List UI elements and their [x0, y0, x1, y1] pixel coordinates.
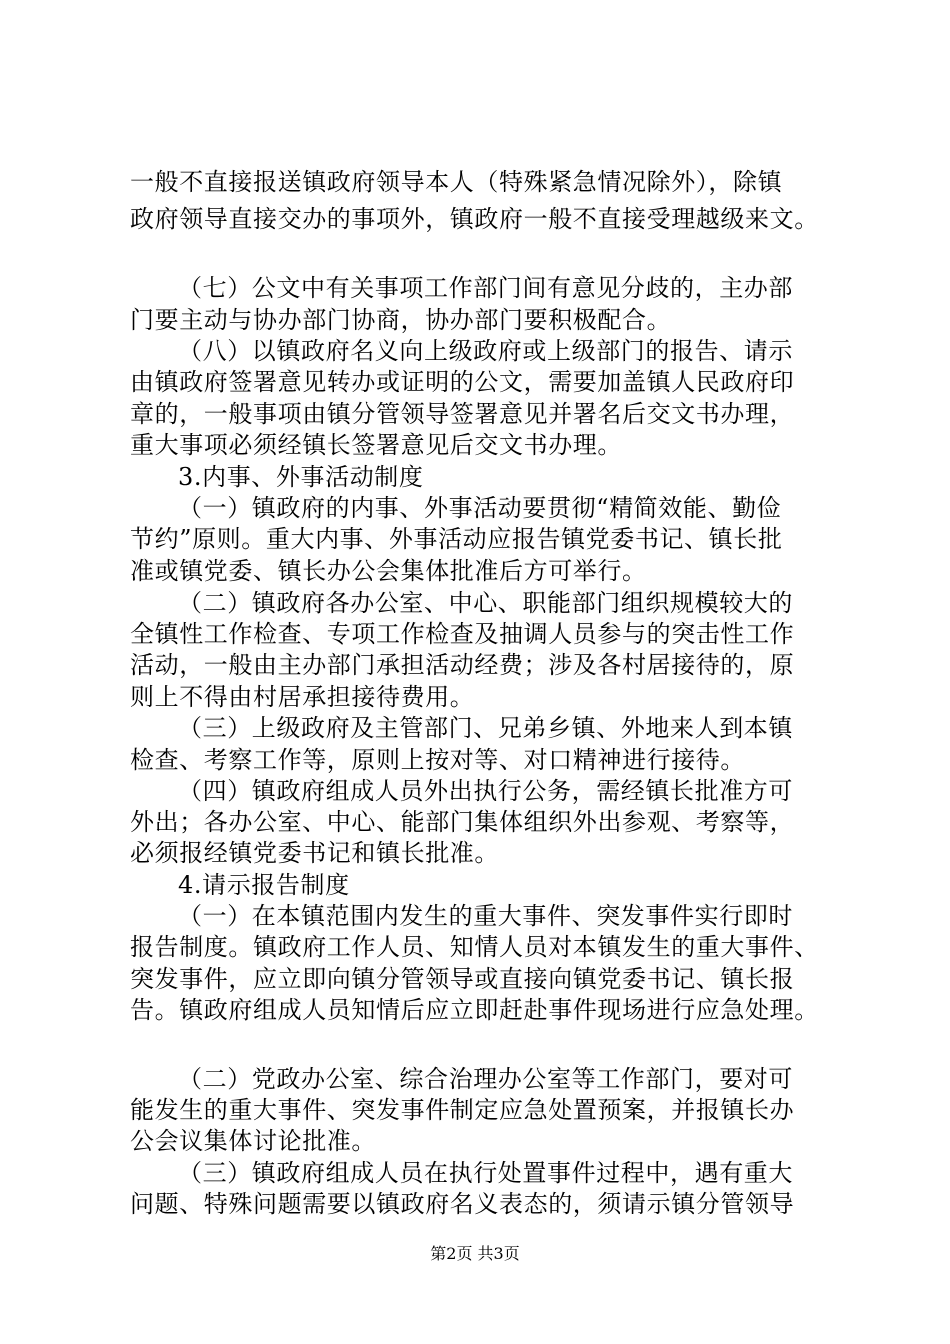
paragraph-line: 公会议集体讨论批准。 [130, 1127, 376, 1155]
paragraph-line: 问题、特殊问题需要以镇政府名义表态的，须请示镇分管领导 [130, 1190, 795, 1218]
paragraph-line: 由镇政府签署意见转办或证明的公文，需要加盖镇人民政府印 [130, 368, 795, 396]
paragraph-line: 节约”原则。重大内事、外事活动应报告镇党委书记、镇长批 [130, 525, 783, 553]
paragraph-line: 检查、考察工作等，原则上按对等、对口精神进行接待。 [130, 746, 745, 774]
paragraph-line: （二）党政办公室、综合治理办公室等工作部门，要对可 [178, 1065, 793, 1093]
paragraph-line: （四）镇政府组成人员外出执行公务，需经镇长批准方可 [178, 777, 793, 805]
paragraph-line: （一）在本镇范围内发生的重大事件、突发事件实行即时 [178, 902, 793, 930]
paragraph-line: 准或镇党委、镇长办公会集体批准后方可举行。 [130, 557, 647, 585]
paragraph-line: 3.内事、外事活动制度 [178, 463, 424, 491]
paragraph-line: 外出；各办公室、中心、能部门集体组织外出参观、考察等， [130, 808, 795, 836]
paragraph-line: 政府领导直接交办的事项外，镇政府一般不直接受理越级来文。 [130, 205, 819, 233]
paragraph-line: 告。镇政府组成人员知情后应立即赶赴事件现场进行应急处理。 [130, 996, 819, 1024]
paragraph-line: （一）镇政府的内事、外事活动要贯彻“精简效能、勤俭 [178, 494, 782, 522]
paragraph-line: 则上不得由村居承担接待费用。 [130, 683, 475, 711]
paragraph-line: 全镇性工作检查、专项工作检查及抽调人员参与的突击性工作 [130, 620, 795, 648]
paragraph-line: 4.请示报告制度 [178, 871, 350, 899]
paragraph-line: 能发生的重大事件、突发事件制定应急处置预案，并报镇长办 [130, 1096, 795, 1124]
paragraph-line: 报告制度。镇政府工作人员、知情人员对本镇发生的重大事件、 [130, 933, 819, 961]
page-footer: 第2页 共3页 [430, 1244, 520, 1263]
paragraph-line: （三）上级政府及主管部门、兄弟乡镇、外地来人到本镇 [178, 714, 793, 742]
paragraph-line: 必须报经镇党委书记和镇长批准。 [130, 839, 499, 867]
paragraph-line: 活动，一般由主办部门承担活动经费；涉及各村居接待的，原 [130, 651, 795, 679]
paragraph-line: （二）镇政府各办公室、中心、职能部门组织规模较大的 [178, 589, 793, 617]
paragraph-line: 重大事项必须经镇长签署意见后交文书办理。 [130, 431, 622, 459]
paragraph-line: （三）镇政府组成人员在执行处置事件过程中，遇有重大 [178, 1159, 793, 1187]
paragraph-line: 突发事件，应立即向镇分管领导或直接向镇党委书记、镇长报 [130, 965, 795, 993]
paragraph-line: 一般不直接报送镇政府领导本人（特殊紧急情况除外），除镇 [130, 168, 783, 196]
paragraph-line: 章的，一般事项由镇分管领导签署意见并署名后交文书办理， [130, 400, 795, 428]
paragraph-line: （八）以镇政府名义向上级政府或上级部门的报告、请示 [178, 337, 793, 365]
paragraph-line: 门要主动与协办部门协商，协办部门要积极配合。 [130, 306, 672, 334]
paragraph-line: （七）公文中有关事项工作部门间有意见分歧的，主办部 [178, 274, 793, 302]
